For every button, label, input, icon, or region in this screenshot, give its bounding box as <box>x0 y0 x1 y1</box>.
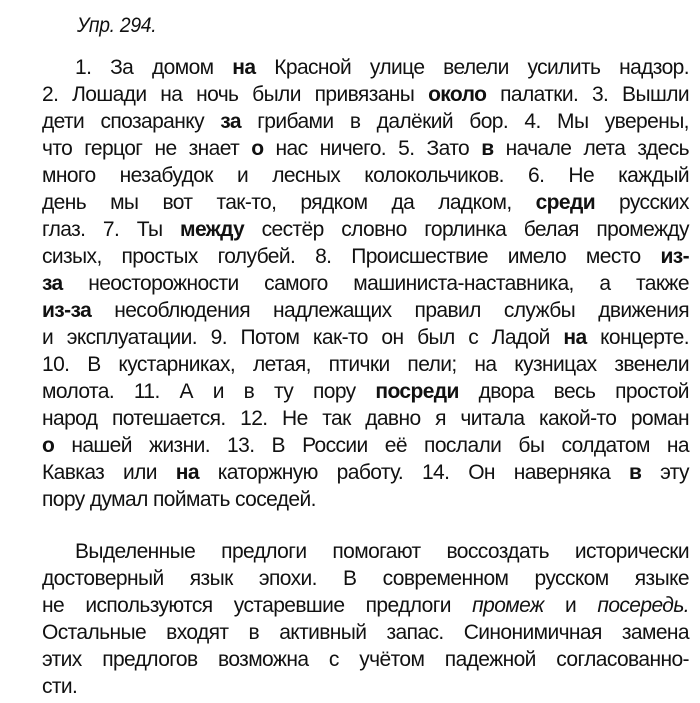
word: 12. <box>240 407 268 430</box>
word: горлинка <box>424 218 507 241</box>
word: запас. <box>386 621 444 644</box>
word: эпохи. <box>258 567 317 590</box>
word: здесь <box>637 137 689 160</box>
word: Кавказ <box>42 461 105 484</box>
text-line <box>42 270 689 297</box>
word: какой-то <box>538 407 617 430</box>
word: думал <box>89 488 148 511</box>
word: нашей <box>71 434 132 457</box>
word: её <box>384 434 407 457</box>
word: роман <box>630 407 689 430</box>
word: правил <box>414 299 481 322</box>
word: этих <box>42 648 82 671</box>
word: усилить <box>527 56 601 79</box>
text-line <box>42 673 689 700</box>
word: предлоги <box>221 540 307 563</box>
word: солдатом <box>561 434 650 457</box>
word: да <box>391 191 415 214</box>
highlighted-preposition: среди <box>535 191 596 214</box>
text-line <box>42 81 689 108</box>
word: ничего. <box>319 137 387 160</box>
word: Потом <box>240 326 300 349</box>
word: предлогов <box>102 648 198 671</box>
word: также <box>635 272 689 295</box>
word: белая <box>523 218 579 241</box>
text-line <box>42 486 689 513</box>
word: воссоздать <box>446 540 549 563</box>
word: эту <box>660 461 689 484</box>
word: учётом <box>359 648 425 671</box>
word: замена <box>621 621 689 644</box>
word: и <box>42 326 54 349</box>
text-line <box>42 216 689 243</box>
text-line <box>75 54 689 81</box>
word: не <box>42 594 65 617</box>
word: нас <box>275 137 308 160</box>
word: уверены, <box>604 110 689 133</box>
text-line <box>75 538 689 565</box>
word: а <box>599 272 611 295</box>
word: Он <box>468 461 495 484</box>
word: незабудок <box>119 164 213 187</box>
word: велели <box>443 56 509 79</box>
word: 2. <box>42 83 59 106</box>
word: 3. <box>591 83 609 106</box>
exercise-title: Упр. 294. <box>77 14 157 37</box>
word: языке <box>634 567 689 590</box>
word: 1. <box>75 56 92 79</box>
word: место <box>585 245 641 268</box>
word: с <box>468 326 479 349</box>
word: на <box>666 434 689 457</box>
word: поймать <box>153 488 230 511</box>
word: Синонимичная <box>463 621 602 644</box>
word: лесных <box>272 164 341 187</box>
word: и <box>565 594 577 617</box>
word: входят <box>166 621 229 644</box>
word: кустарниках, <box>118 353 236 376</box>
word: молота. <box>42 380 115 403</box>
word: звенели <box>614 353 689 376</box>
text-line <box>42 646 689 673</box>
word: словно <box>341 218 407 241</box>
word: 8. <box>315 245 332 268</box>
highlighted-preposition: за <box>220 110 241 133</box>
text-line <box>42 565 689 592</box>
word: эксплуатации. <box>66 326 198 349</box>
text-line <box>42 405 689 432</box>
word: с <box>328 648 339 671</box>
word: активный <box>279 621 367 644</box>
word: Ты <box>136 218 163 241</box>
text-line <box>42 135 689 162</box>
word: и <box>236 164 249 187</box>
text-line <box>42 162 689 189</box>
word: начале <box>505 137 572 160</box>
word: Происшествие <box>351 245 488 268</box>
word: машиниста-наставника, <box>353 272 574 295</box>
text-line <box>42 243 689 270</box>
word: был <box>417 326 455 349</box>
highlighted-preposition: в <box>481 137 494 160</box>
word: рядком <box>300 191 368 214</box>
word: промежду <box>596 218 689 241</box>
word: 13. <box>227 434 255 457</box>
word: Вышли <box>622 83 689 106</box>
word: знает <box>188 137 240 160</box>
word: работу. <box>336 461 404 484</box>
text-line <box>42 378 689 405</box>
word: улице <box>369 56 425 79</box>
word: надзор. <box>619 56 689 79</box>
highlighted-preposition: на <box>175 461 199 484</box>
word: простых <box>121 245 198 268</box>
highlighted-preposition: на <box>232 56 256 79</box>
word: 10. <box>42 353 70 376</box>
word: давно <box>365 407 421 430</box>
text-line <box>42 297 689 324</box>
word: много <box>42 164 96 187</box>
highlighted-preposition: на <box>563 326 587 349</box>
word: За <box>110 56 134 79</box>
word: как-то <box>312 326 368 349</box>
word: привязаны <box>314 83 415 106</box>
word: службы <box>503 299 576 322</box>
word: наверняка <box>513 461 611 484</box>
word: сизых, <box>42 245 102 268</box>
word: возможна <box>218 648 309 671</box>
word: что <box>42 137 73 160</box>
text-line <box>42 432 689 459</box>
obsolete-preposition: промеж <box>472 594 544 617</box>
word: Не <box>282 407 308 430</box>
word: жизни. <box>148 434 210 457</box>
word: летая, <box>252 353 311 376</box>
highlighted-preposition: из-за <box>42 299 92 322</box>
word: исторически <box>574 540 689 563</box>
word: русском <box>534 567 609 590</box>
word: России <box>302 434 368 457</box>
word: В <box>343 567 357 590</box>
word: в <box>349 110 361 133</box>
highlighted-preposition: посреди <box>375 380 459 403</box>
word: предлоги <box>365 594 451 617</box>
word: голубей. <box>217 245 296 268</box>
word: пели; <box>407 353 457 376</box>
word: на <box>474 353 497 376</box>
word: концерте. <box>600 326 689 349</box>
word: герцог <box>84 137 143 160</box>
word: весь <box>553 380 596 403</box>
word: лета <box>583 137 626 160</box>
obsolete-preposition: посередь. <box>597 594 689 617</box>
word: ночь <box>196 83 239 106</box>
word: на <box>160 83 183 106</box>
word: и <box>212 380 224 403</box>
word: каторжную <box>217 461 318 484</box>
word: кузницах <box>514 353 597 376</box>
text-line <box>42 592 689 619</box>
word: я <box>435 407 446 430</box>
word: современном <box>382 567 509 590</box>
word: народ <box>42 407 98 430</box>
word: согласованно- <box>556 648 689 671</box>
word: Выделенные <box>75 540 196 563</box>
highlighted-preposition: в <box>629 461 642 484</box>
word: 9. <box>210 326 227 349</box>
word: самого <box>264 272 328 295</box>
word: неосторожности <box>88 272 239 295</box>
word: палатки. <box>500 83 579 106</box>
word: сестёр <box>261 218 324 241</box>
word: далёкий <box>376 110 453 133</box>
word: сти. <box>42 675 78 698</box>
word: так <box>322 407 351 430</box>
word: читала <box>460 407 525 430</box>
highlighted-preposition: о <box>42 434 55 457</box>
highlighted-preposition: из- <box>660 245 689 268</box>
word: так-то, <box>216 191 277 214</box>
word: движения <box>598 299 689 322</box>
word: соседей. <box>235 488 316 511</box>
word: ладком, <box>438 191 512 214</box>
word: А <box>179 380 193 403</box>
word: дети <box>42 110 85 133</box>
word: в <box>248 621 260 644</box>
word: В <box>87 353 101 376</box>
highlighted-preposition: за <box>42 272 63 295</box>
word: ту <box>274 380 294 403</box>
highlighted-preposition: о <box>251 137 264 160</box>
word: Мы <box>557 110 589 133</box>
word: грибами <box>257 110 334 133</box>
word: имело <box>507 245 567 268</box>
text-line <box>42 324 689 351</box>
word: были <box>252 83 301 106</box>
word: 5. <box>398 137 415 160</box>
word: помогают <box>332 540 421 563</box>
word: вот <box>162 191 193 214</box>
word: он <box>381 326 404 349</box>
word: несоблюдения <box>114 299 250 322</box>
word: пору <box>42 488 85 511</box>
word: надлежащих <box>273 299 392 322</box>
word: каждый <box>618 164 689 187</box>
highlighted-preposition: около <box>428 83 487 106</box>
word: Ладой <box>491 326 550 349</box>
word: Лошади <box>72 83 147 106</box>
word: Не <box>568 164 595 187</box>
word: бы <box>518 434 545 457</box>
word: не <box>154 137 177 160</box>
word: простой <box>615 380 689 403</box>
word: Остальные <box>42 621 147 644</box>
word: язык <box>189 567 233 590</box>
text-line <box>42 108 689 135</box>
word: 4. <box>524 110 541 133</box>
word: В <box>271 434 285 457</box>
word: достоверный <box>42 567 164 590</box>
word: или <box>123 461 157 484</box>
word: спозаранку <box>100 110 204 133</box>
word: двора <box>478 380 534 403</box>
word: 14. <box>421 461 450 484</box>
word: русских <box>619 191 689 214</box>
text-line <box>42 351 689 378</box>
word: потешается. <box>111 407 226 430</box>
text-line <box>42 189 689 216</box>
word: Зато <box>426 137 470 160</box>
word: падежной <box>444 648 536 671</box>
word: послали <box>424 434 502 457</box>
word: пору <box>312 380 356 403</box>
word: мы <box>110 191 139 214</box>
word: 11. <box>133 380 160 403</box>
text-line <box>42 619 689 646</box>
word: в <box>243 380 255 403</box>
word: Красной <box>274 56 352 79</box>
word: колокольчиков. <box>364 164 504 187</box>
word: используются <box>85 594 213 617</box>
word: устаревшие <box>233 594 345 617</box>
word: 7. <box>102 218 120 241</box>
highlighted-preposition: между <box>180 218 245 241</box>
word: домом <box>152 56 214 79</box>
word: день <box>42 191 87 214</box>
text-line <box>42 459 689 486</box>
word: глаз. <box>42 218 86 241</box>
word: бор. <box>469 110 509 133</box>
word: птички <box>328 353 390 376</box>
word: 6. <box>527 164 545 187</box>
